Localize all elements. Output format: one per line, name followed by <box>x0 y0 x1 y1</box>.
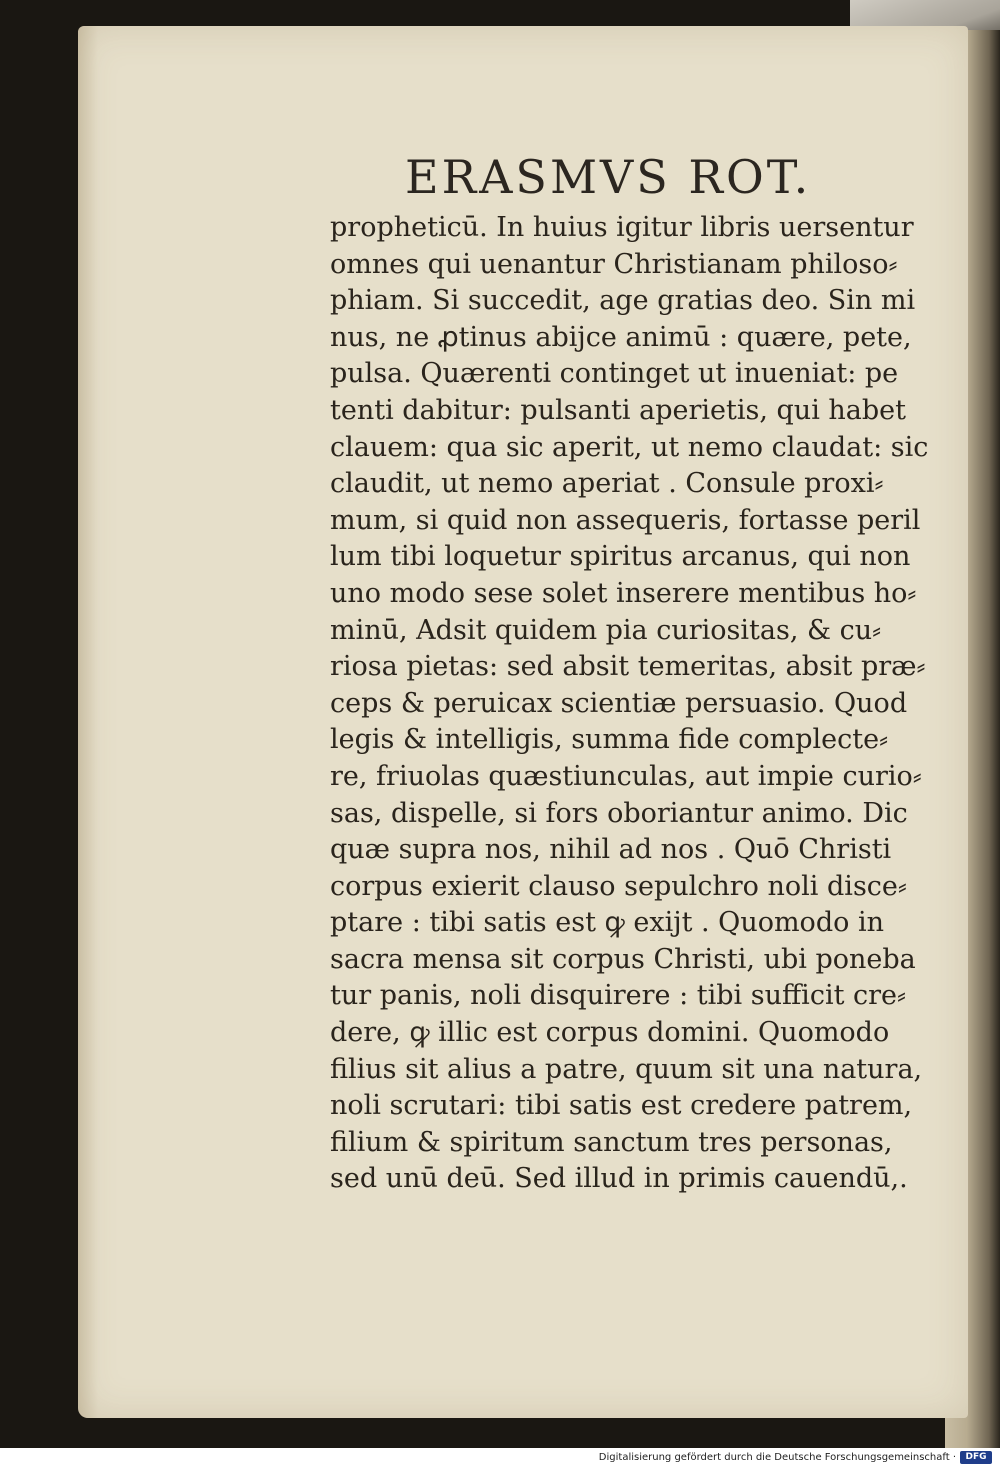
text-line: clauem: qua sic aperit, ut nemo claudat: sic <box>330 431 929 463</box>
text-line: quæ supra nos, nihil ad nos . Quō Christi <box>330 834 892 866</box>
text-line: omnes qui uenantur Christianam philoso⸗ <box>330 248 898 280</box>
text-line: filius sit alius a patre, quum sit una natura, <box>330 1053 923 1085</box>
text-line: dere, ꝙ illic est corpus domini. Quomodo <box>330 1017 890 1049</box>
text-line: ptare : tibi satis est ꝙ exijt . Quomodo in <box>330 907 884 939</box>
text-line: sacra mensa sit corpus Christi, ubi poneba <box>330 943 916 975</box>
text-line: pulsa. Quærenti continget ut inueniat: pe <box>330 358 899 390</box>
text-line: uno modo sese solet inserere mentibus ho⸗ <box>330 577 917 609</box>
text-line: lum tibi loquetur spiritus arcanus, qui non <box>330 541 911 573</box>
text-line: phiam. Si succedit, age gratias deo. Sin mi <box>330 285 916 317</box>
text-line: filium & spiritum sanctum tres personas, <box>330 1126 893 1158</box>
text-line: ceps & peruicax scientiæ persuasio. Quod <box>330 687 908 719</box>
text-line: corpus exierit clauso sepulchro noli disce⸗ <box>330 870 907 902</box>
text-line: sed unū deū. Sed illud in primis cauendū,. <box>330 1163 908 1195</box>
text-block <box>330 210 930 1198</box>
text-line: claudit, ut nemo aperiat . Consule proxi⸗ <box>330 468 884 500</box>
page-edge-shadow <box>78 26 98 1418</box>
text-line: riosa pietas: sed absit temeritas, absit præ⸗ <box>330 651 926 683</box>
text-line: mum, si quid non assequeris, fortasse peril <box>330 504 921 536</box>
text-line: re, friuolas quæstiunculas, aut impie curio⸗ <box>330 760 922 792</box>
text-line: legis & intelligis, summa fide complecte⸗ <box>330 724 889 756</box>
text-line: nus, ne ꝓtinus abijce animū : quære, pete, <box>330 321 912 353</box>
text-line: minū, Adsit quidem pia curiositas, & cu⸗ <box>330 614 882 646</box>
dfg-logo: DFG <box>960 1451 992 1464</box>
text-line: propheticū. In huius igitur libris uersentur <box>330 212 914 243</box>
footer-credit: Digitalisierung gefördert durch die Deutsche Forschungsgemeinschaft · <box>598 1452 956 1463</box>
text-line: tenti dabitur: pulsanti aperietis, qui habet <box>330 394 907 426</box>
text-line: tur panis, noli disquirere : tibi sufficit cre⸗ <box>330 980 907 1012</box>
running-head: ERASMVS ROT. <box>405 150 812 204</box>
text-line: noli scrutari: tibi satis est credere patrem, <box>330 1090 913 1122</box>
text-line: sas, dispelle, si fors oboriantur animo. Dic <box>330 797 908 829</box>
